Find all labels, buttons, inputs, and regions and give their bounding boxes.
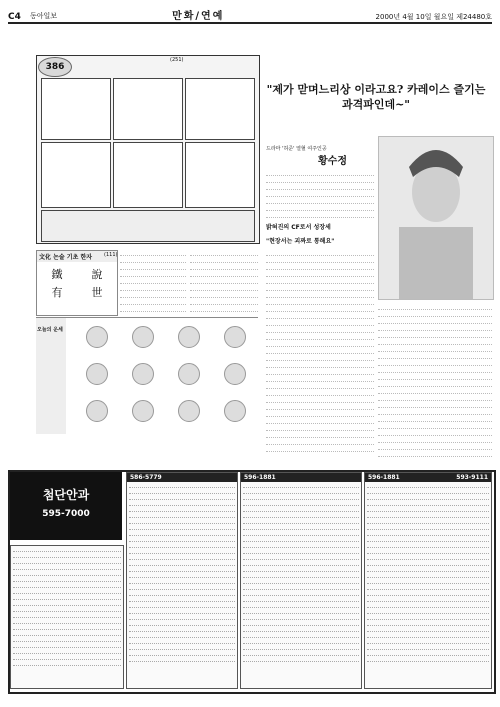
ad-phone: 593-9111 <box>456 474 488 481</box>
comic-panel <box>41 78 111 140</box>
zodiac-monkey-icon <box>86 400 108 422</box>
ad-phone: 596-1881 <box>368 474 400 481</box>
zodiac-dog-icon <box>178 400 200 422</box>
clinic-phone: 595-7000 <box>42 509 90 519</box>
hanja-char: 世 <box>91 286 103 299</box>
article-text <box>120 250 186 314</box>
zodiac-rat-icon <box>86 326 108 348</box>
hanja-heading: 文化 논술 기초 한자 <box>37 251 117 262</box>
hanja-char: 說 <box>91 268 103 281</box>
interview-subhead-1: 밝혀진의 CF로서 성장세 <box>266 224 331 231</box>
page-number: C4 <box>8 12 21 22</box>
ad-listing <box>240 472 362 689</box>
horoscope-sidebar <box>36 318 66 434</box>
hanja-number: (111) <box>104 252 118 258</box>
hanja-char: 有 <box>51 286 63 299</box>
zodiac-rooster-icon <box>132 400 154 422</box>
comic-strip <box>36 55 260 244</box>
interview-kicker: 드라마 '허준' 열혈 여주인공 <box>266 146 327 152</box>
comic-panel <box>185 78 255 140</box>
section-title: 만화/연예 <box>172 11 225 22</box>
comic-panel <box>113 142 183 208</box>
article-text <box>190 250 258 314</box>
zodiac-rabbit-icon <box>224 326 246 348</box>
page-header <box>8 6 492 24</box>
zodiac-tiger-icon <box>178 326 200 348</box>
zodiac-dragon-icon <box>86 363 108 385</box>
paper-name: 동아일보 <box>30 12 58 20</box>
clinic-logo-text: 첨단안과 <box>42 488 90 502</box>
zodiac-pig-icon <box>224 400 246 422</box>
interview-body <box>266 170 374 218</box>
comic-logo: 386 <box>38 57 72 77</box>
zodiac-sheep-icon <box>224 363 246 385</box>
horoscope-label: 오늘의 운세 <box>37 327 63 333</box>
horoscope-section <box>36 317 258 434</box>
ad-listing <box>126 472 238 689</box>
zodiac-horse-icon <box>178 363 200 385</box>
hanja-char: 鐵 <box>51 268 63 281</box>
hanja-box <box>36 250 118 316</box>
comic-panel <box>113 78 183 140</box>
interview-subhead-2: "현장서는 괴짜로 통해요" <box>266 238 335 245</box>
comic-panel <box>41 142 111 208</box>
interview-body <box>266 250 374 458</box>
ad-phone: 586-5779 <box>127 473 237 482</box>
comic-panel-wide <box>41 210 255 242</box>
ad-listing <box>364 472 492 689</box>
interview-name: 황수정 <box>318 156 347 167</box>
interview-headline: "제가 맏며느리상 이라고요? 카레이스 즐기는 과격파인데~" <box>266 83 486 111</box>
clinic-ad <box>10 472 122 540</box>
interview-body <box>378 304 492 458</box>
ad-listing <box>10 545 124 689</box>
ad-phone: 596-1881 <box>241 473 361 482</box>
zodiac-ox-icon <box>132 326 154 348</box>
issue-date: 2000년 4월 10일 월요일 제24480호 <box>375 13 492 21</box>
comic-episode: (251) <box>170 57 184 63</box>
actress-photo <box>378 136 494 300</box>
comic-panel <box>185 142 255 208</box>
zodiac-snake-icon <box>132 363 154 385</box>
